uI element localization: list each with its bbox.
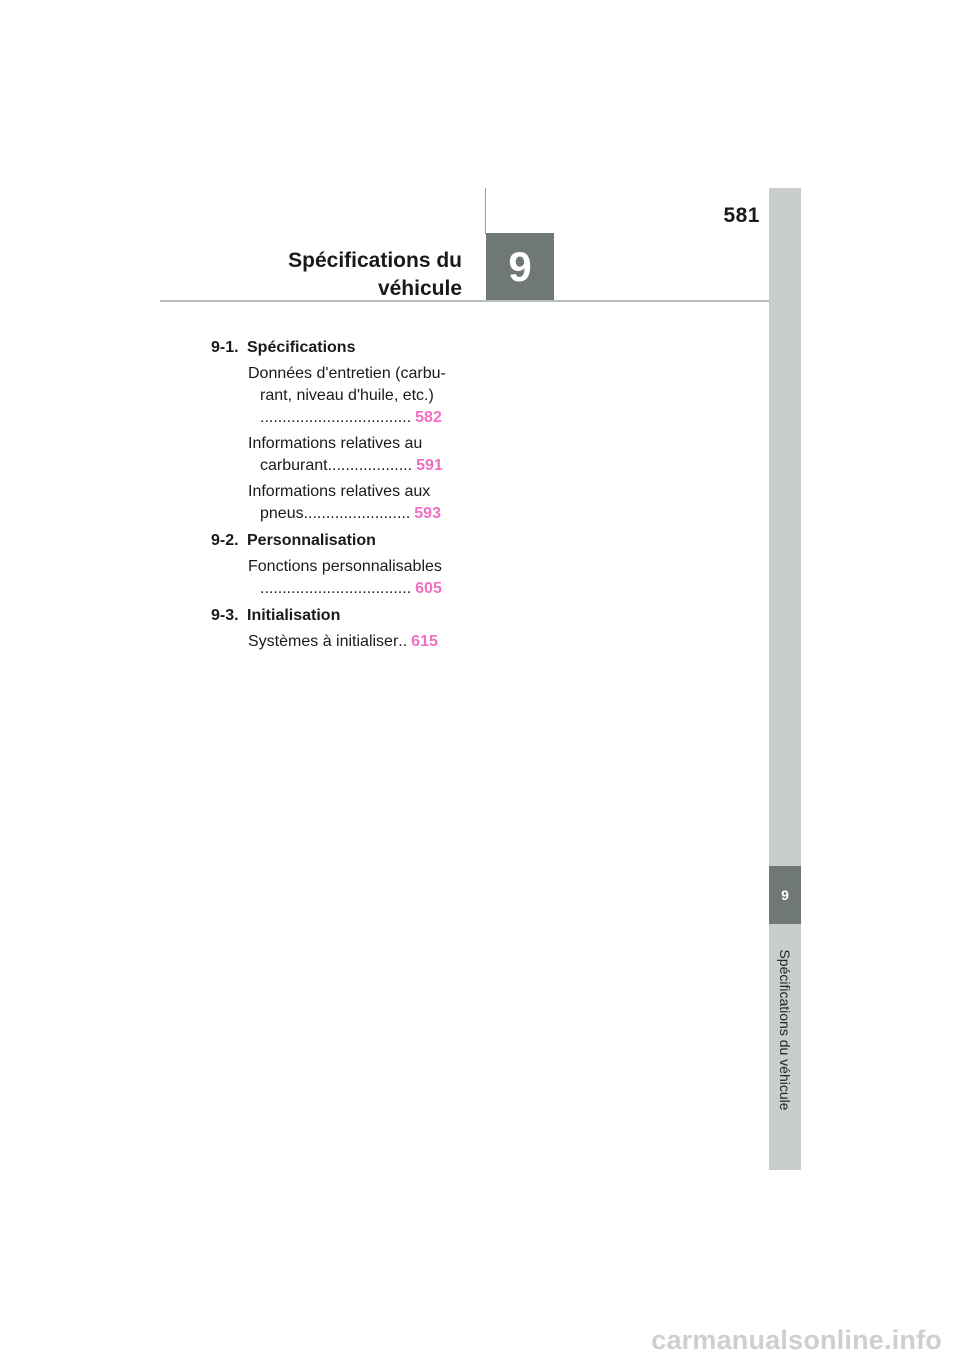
toc-entry[interactable] (211, 631, 461, 653)
page-number: 581 (723, 204, 760, 227)
toc-entry-leader-line (248, 503, 461, 525)
chapter-title-line2: véhicule (377, 277, 462, 300)
toc-entry-leader-line (248, 455, 461, 477)
toc-entry[interactable] (211, 433, 461, 477)
toc-entry-text: carburant (260, 457, 328, 474)
toc-page-link[interactable]: 605 (415, 580, 442, 597)
toc-entry-dots: .................................. (260, 409, 412, 426)
toc-entry[interactable] (211, 481, 461, 525)
header-rule (160, 300, 770, 302)
chapter-title (220, 247, 462, 303)
toc-entry-dots: ................... (327, 457, 413, 474)
toc-section-heading (211, 530, 461, 552)
toc-entry-dots: .................................. (260, 580, 412, 597)
toc-page-link[interactable]: 615 (411, 633, 438, 650)
toc-entry[interactable] (211, 363, 461, 429)
table-of-contents (211, 337, 461, 657)
toc-entry-text: Informations relatives aux (248, 483, 431, 500)
toc-entry-text: Informations relatives au (248, 435, 423, 452)
watermark: carmanualsonline.info (651, 1325, 942, 1355)
toc-section-number: 9-2. (211, 532, 239, 549)
toc-entry-leader-line (248, 578, 461, 600)
toc-entry-text: pneus (260, 505, 304, 522)
toc-section-title: Initialisation (247, 607, 341, 624)
toc-entry-dots: .. (398, 633, 408, 650)
side-tab-label: Spécifications du véhicule (777, 949, 793, 1111)
header-divider-vertical (485, 188, 486, 234)
toc-page-link[interactable]: 582 (415, 409, 442, 426)
toc-entry-dots: ........................ (303, 505, 411, 522)
toc-page-link[interactable]: 591 (416, 457, 443, 474)
toc-entry-text: Systèmes à initialiser (248, 633, 399, 650)
toc-entry-leader-line (248, 631, 461, 653)
toc-entry-text: Données d'entretien (carbu- (248, 365, 446, 382)
toc-section-heading (211, 337, 461, 359)
toc-entry-text: Fonctions personnalisables (248, 558, 442, 575)
toc-section-title: Spécifications (247, 339, 356, 356)
toc-section-heading (211, 605, 461, 627)
toc-entry[interactable] (211, 556, 461, 600)
toc-section-number: 9-3. (211, 607, 239, 624)
chapter-title-line1: Spécifications du (288, 249, 462, 272)
toc-page-link[interactable]: 593 (414, 505, 441, 522)
toc-section-number: 9-1. (211, 339, 239, 356)
chapter-number-block: 9 (486, 233, 554, 301)
toc-entry-leader-line (248, 407, 461, 429)
toc-section-title: Personnalisation (247, 532, 376, 549)
side-tab-number: 9 (769, 866, 801, 924)
toc-entry-text: rant, niveau d'huile, etc.) (260, 387, 434, 404)
